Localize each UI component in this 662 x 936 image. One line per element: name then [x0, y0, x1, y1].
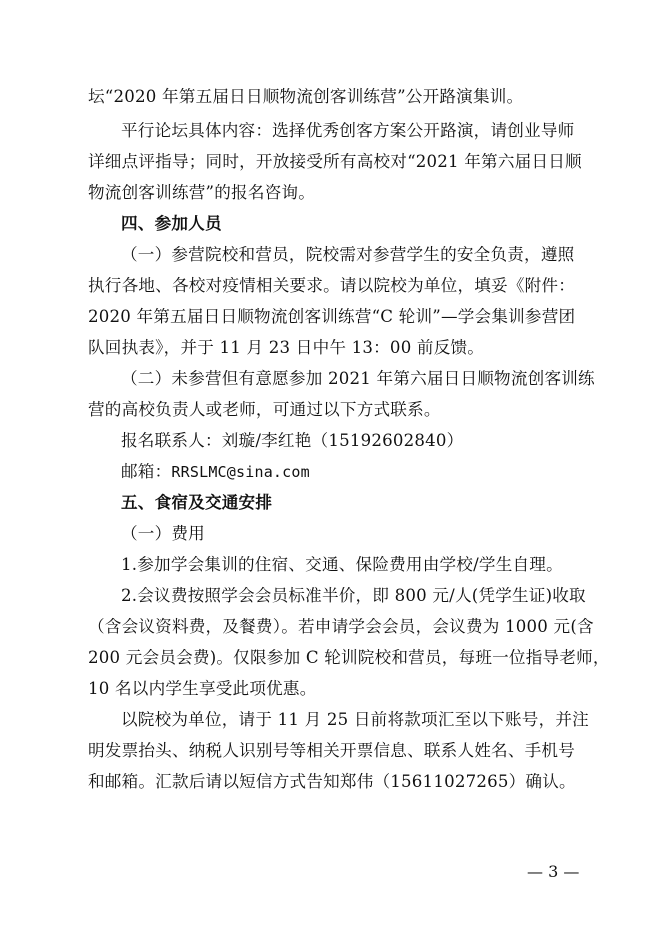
paragraph-line: 10 名以内学生享受此项优惠。 [88, 679, 317, 698]
paragraph-line: 队回执表》，并于 11 月 23 日中午 13：00 前反馈。 [88, 338, 485, 357]
contact-line: 报名联系人：刘璇/李红艳（15192602840） [121, 431, 464, 450]
section-heading: 五、食宿及交通安排 [121, 493, 273, 512]
paragraph-line: 营的高校负责人或老师，可通过以下方式联系。 [88, 400, 441, 419]
email-label-line [121, 462, 621, 482]
page-number: — 3 — [527, 862, 580, 881]
subheading-line: （一）费用 [121, 524, 205, 543]
paragraph-line: 明发票抬头、纳税人识别号等相关开票信息、联系人姓名、手机号 [88, 741, 576, 760]
paragraph-line: （一）参营院校和营员，院校需对参营学生的安全负责，遵照 [121, 245, 575, 264]
paragraph-line: 200 元会员会费)。仅限参加 C 轮训院校和营员，每班一位指导老师， [88, 648, 610, 667]
paragraph-line: 平行论坛具体内容：选择优秀创客方案公开路演，请创业导师 [121, 121, 575, 140]
paragraph-line: 和邮箱。汇款后请以短信方式告知郑伟（15611027265）确认。 [88, 772, 576, 791]
paragraph-line: 2020 年第五届日日顺物流创客训练营“C 轮训”—学会集训参营团 [88, 307, 576, 326]
paragraph-line: 以院校为单位，请于 11 月 25 日前将款项汇至以下账号，并注 [121, 710, 589, 729]
paragraph-line: 物流创客训练营”的报名咨询。 [88, 183, 316, 202]
paragraph-line: 坛“2020 年第五届日日顺物流创客训练营”公开路演集训。 [88, 87, 524, 106]
paragraph-line: 2.会议费按照学会会员标准半价，即 800 元/人(凭学生证)收取 [121, 586, 586, 605]
section-heading: 四、参加人员 [121, 214, 222, 233]
paragraph-line: （二）未参营但有意愿参加 2021 年第六届日日顺物流创客训练 [121, 369, 595, 388]
email-address: RRSLMC@sina.com [171, 463, 310, 481]
paragraph-line: 执行各地、各校对疫情相关要求。请以院校为单位，填妥《附件： [88, 276, 576, 295]
paragraph-line: （含会议资料费，及餐费）。若申请学会会员，会议费为 1000 元(含 [88, 617, 594, 636]
paragraph-line: 1.参加学会集训的住宿、交通、保险费用由学校/学生自理。 [121, 555, 563, 574]
paragraph-line: 详细点评指导；同时，开放接受所有高校对“2021 年第六届日日顺 [88, 152, 582, 171]
email-label: 邮箱： [121, 462, 172, 481]
